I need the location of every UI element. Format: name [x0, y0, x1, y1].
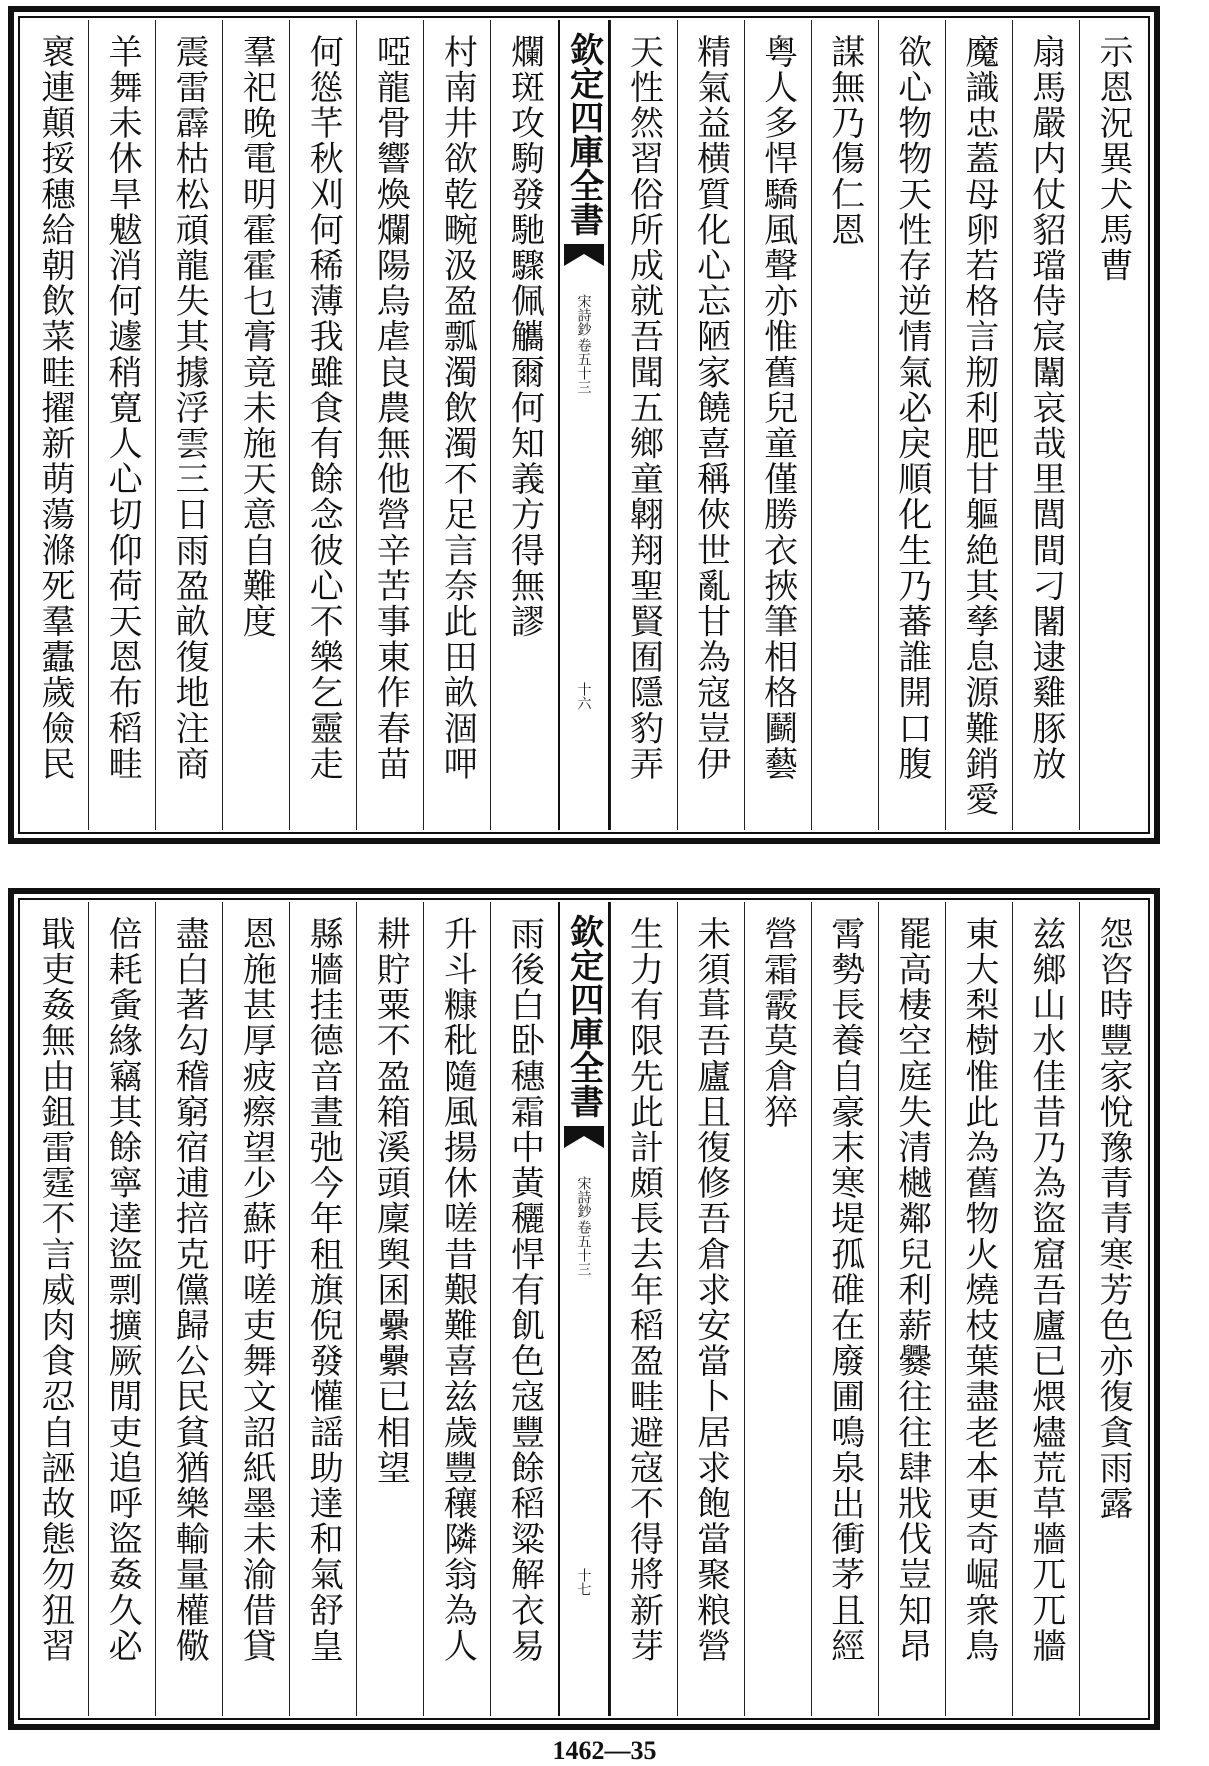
gutter-volume: 卷五十三 — [575, 338, 592, 394]
text-column: 盡白著勾稽窮宿逋掊克儻歸公民貧猶樂輸量權儆 — [155, 902, 222, 1716]
text-column: 謀無乃傷仁恩 — [811, 20, 878, 830]
upper-page-columns — [22, 20, 1146, 830]
lower-page — [8, 888, 1160, 1730]
text-column: 兹鄉山水佳昔乃為盜窟吾廬已煨燼荒草牆兀兀牆 — [1012, 902, 1079, 1716]
text-column: 恩施甚厚疲瘵望少蘇吁嗟吏舞文詔紙墨未渝借貸 — [222, 902, 289, 1716]
gutter-page-number: 十六 — [575, 682, 592, 710]
page-footer-number: 1462—35 — [552, 1736, 657, 1765]
text-column: 升斗糠秕隨風揚休嗟昔艱難喜兹歲豐穰隣翁為人 — [423, 902, 490, 1716]
text-column: 褱連顛挼穗給朝飲菜畦擢新萌蕩滌死羣蠹歲儉民 — [35, 34, 76, 782]
gutter-page-number: 十七 — [575, 1568, 592, 1596]
text-column: 縣牆挂德音晝弛今年租旗倪發懽謡助達和氣舒皇 — [289, 902, 356, 1716]
text-column: 何慫芊秋刈何稀薄我雖食有餘念彼心不樂乞靈走 — [289, 20, 356, 830]
text-column: 霄勢長養自豪末寒堤孤碓在廢圃鳴泉出衝茅且經 — [811, 902, 878, 1716]
text-column: 扇馬嚴内仗貂璫侍宸闈哀哉里閭間刁闍逮雞豚放 — [1012, 20, 1079, 830]
text-column: 村南井欲乾畹汲盈瓢濁飲濁不足言奈此田畝涸呷 — [423, 20, 490, 830]
center-gutter — [558, 20, 610, 830]
upper-page — [8, 6, 1160, 844]
text-column: 欲心物物天性存逆情氣必戾順化生乃蕃誰開口腹 — [878, 20, 945, 830]
gutter-book-name: 宋詩鈔 — [575, 294, 592, 336]
text-column: 震雷霹枯松頑龍失其據浮雲三日雨盈畝復地注商 — [155, 20, 222, 830]
text-column: 東大梨樹惟此為舊物火燒枝葉盡老本更奇崛衆鳥 — [945, 902, 1012, 1716]
fishtail-mark-icon — [564, 244, 604, 284]
text-column: 倍耗夤緣竊其餘寧達盜剽擴厥閒吏追呼盜姦久必 — [88, 902, 155, 1716]
text-column: 耕貯粟不盈箱溪頭廩舆囷纍纍已相望 — [356, 902, 423, 1716]
fishtail-mark-icon — [564, 1126, 604, 1166]
text-column: 魔識忠蓋母卵若格言剏利肥甘軀絶其孳息源難銷愛 — [945, 20, 1012, 830]
text-column: 罷高棲空庭失清樾鄰兒利薪爨往往肆戕伐豈知昂 — [878, 902, 945, 1716]
text-column: 羣祀晚電明霍霍乜膏竟未施天意自難度 — [222, 20, 289, 830]
gutter-book-name: 宋詩鈔 — [575, 1176, 592, 1218]
gutter-title: 欽定四庫全書 — [563, 914, 604, 1118]
text-column: 怨咨時豐家悅豫青青寒芳色亦復貪雨露 — [1079, 902, 1146, 1716]
text-column: 啞龍骨響煥爛陽烏虐良農無他營辛苦事東作春苗 — [356, 20, 423, 830]
text-column: 營霜霰莫倉猝 — [744, 902, 811, 1716]
gutter-volume: 卷五十三 — [575, 1220, 592, 1276]
text-column: 爛斑攻駒發馳驟佩觿爾何知義方得無謬 — [490, 20, 557, 830]
text-column: 雨後白卧穗霜中黃穲悍有飢色寇豐餘稻粱解衣易 — [490, 902, 557, 1716]
gutter-book-info — [574, 1176, 594, 1276]
text-column: 未須葺吾廬且復修吾倉求安當卜居求飽當聚粮營 — [677, 902, 744, 1716]
text-column: 羊舞未休旱魃消何遽稍寛人心切仰荷天恩布稻畦 — [88, 20, 155, 830]
text-column: 示恩況異犬馬曹 — [1079, 20, 1146, 830]
text-column: 粤人多悍驕風聲亦惟舊兒童僅勝衣挾筆相格鬬藝 — [744, 20, 811, 830]
gutter-book-info — [574, 294, 594, 394]
center-gutter — [558, 902, 610, 1716]
text-column: 精氣益横質化心忘陋家饒喜稱俠世亂甘為寇豈伊 — [677, 20, 744, 830]
text-column: 戢吏姦無由鉏雷霆不言威肉食忍自誣故態勿狃習 — [35, 916, 76, 1664]
text-column: 生力有限先此計頗長去年稻盈畦避寇不得將新芽 — [610, 902, 677, 1716]
lower-page-columns — [22, 902, 1146, 1716]
text-column: 天性然習俗所成就吾聞五鄉童翺翔聖賢囿隱豹弄 — [610, 20, 677, 830]
gutter-title: 欽定四庫全書 — [563, 32, 604, 236]
